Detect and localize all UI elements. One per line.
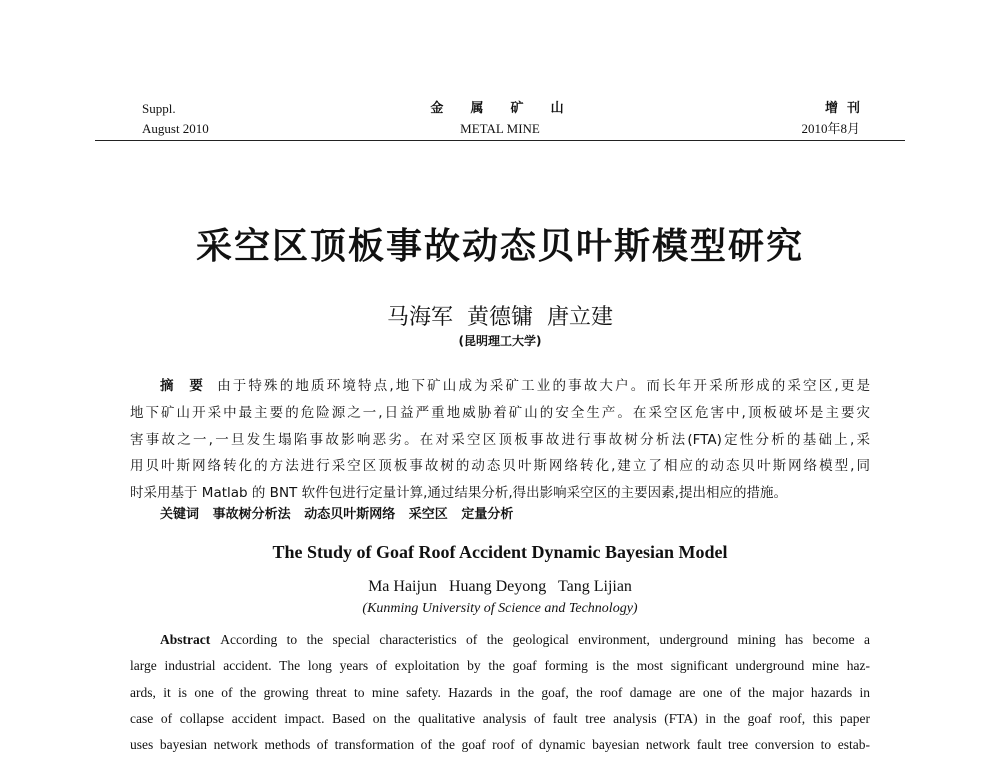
abstract-en-label: Abstract: [160, 632, 211, 647]
abstract-zh-line: 害事故之一,一旦发生塌陷事故影响恶劣。在对采空区顶板事故进行事故树分析法(FTA)定性分析的基础上,采: [130, 432, 870, 448]
abstract-en-line: case of collapse accident impact. Based on the qualitative analysis of fault tree analysis (FTA) in the goaf roof, this paper: [130, 711, 870, 726]
paper-title-zh: 采空区顶板事故动态贝叶斯模型研究: [195, 225, 804, 267]
affiliation-zh: (昆明理工大学): [458, 334, 542, 348]
abstract-zh-label: 摘 要: [160, 378, 206, 394]
authors-zh: 马海军 黄德镛 唐立建: [387, 305, 613, 330]
abstract-zh-line: 时采用基于 Matlab 的 BNT 软件包进行定量计算,通过结果分析,得出影响采空区的主要因素,提出相应的措施。: [130, 485, 787, 501]
abstract-en-line: uses bayesian network methods of transformation of the goaf roof of dynamic bayesian network fault tree conversion to estab-: [130, 737, 870, 752]
abstract-zh-line: [160, 374, 870, 394]
journal-name-en: METAL MINE: [460, 121, 540, 136]
affiliation-en: (Kunming University of Science and Technology): [362, 601, 638, 616]
keyword: 定量分析: [461, 507, 514, 522]
keywords-zh: [160, 503, 513, 522]
journal-name: [400, 100, 600, 138]
keywords-label: 关键词: [160, 507, 200, 522]
paper-title-en: The Study of Goaf Roof Accident Dynamic Bayesian Model: [272, 542, 728, 562]
abstract-zh-text: 由于特殊的地质环境特点,地下矿山成为采矿工业的事故大户。而长年开采所形成的采空区,更是: [217, 378, 870, 394]
authors-en: Ma Haijun Huang Deyong Tang Lijian: [368, 578, 632, 595]
issue-date-zh: 2010年8月: [801, 121, 860, 136]
header-left: [142, 100, 209, 138]
supplement-zh: 增 刊: [824, 101, 860, 116]
abstract-zh-line: 用贝叶斯网络转化的方法进行采空区顶板事故树的动态贝叶斯网络转化,建立了相应的动态贝叶斯网络模型,同: [130, 458, 870, 474]
header-rule: [95, 140, 905, 141]
keyword: 动态贝叶斯网络: [304, 507, 396, 522]
abstract-en-line: large industrial accident. The long years of exploitation by the goaf forming is the most significant underground mine haz-: [130, 658, 870, 673]
keyword: 采空区: [408, 507, 448, 522]
header-right: [801, 100, 860, 138]
abstract-en-text: According to the special characteristics of the geological environment, underground mining has become a: [220, 632, 870, 647]
abstract-en-line: [160, 632, 870, 648]
abstract-en-line: ards, it is one of the growing threat to mine safety. Hazards in the goaf, the roof damage are one of the major hazards in: [130, 685, 870, 700]
abstract-zh-line: 地下矿山开采中最主要的危险源之一,日益严重地威胁着矿山的安全生产。在采空区危害中,顶板破坏是主要灾: [130, 405, 870, 421]
suppl-label: Suppl.: [142, 101, 176, 116]
keyword: 事故树分析法: [212, 507, 291, 522]
journal-name-zh: 金 属 矿 山: [430, 101, 570, 116]
issue-date-en: August 2010: [142, 121, 209, 136]
